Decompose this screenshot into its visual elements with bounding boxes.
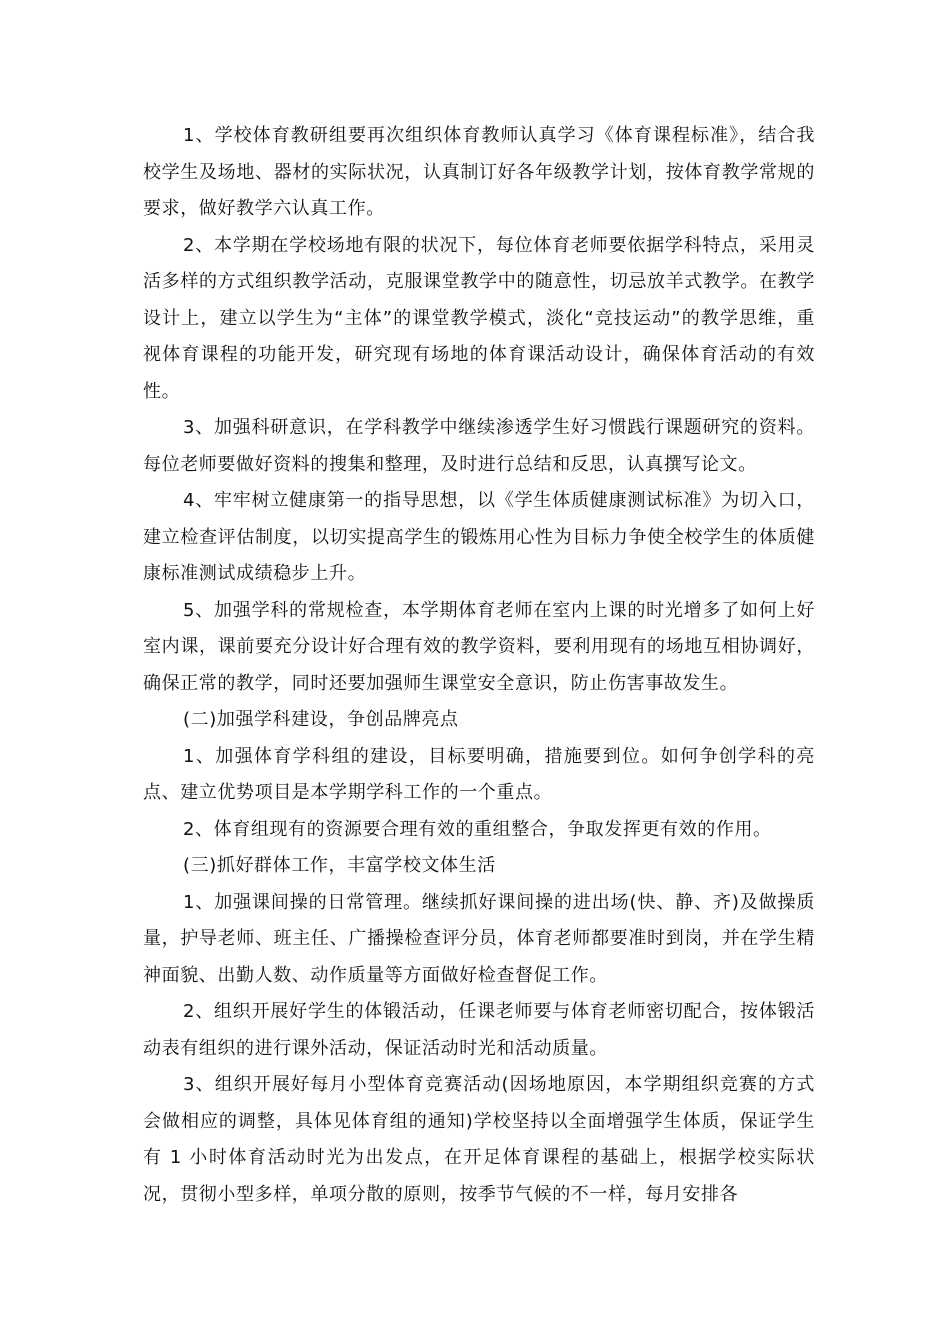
section-heading-2: (二)加强学科建设，争创品牌亮点 (183, 709, 459, 730)
paragraph-5: 5、加强学科的常规检查，本学期体育老师在室内上课的时光增多了如何上好室内课，课前要充分设计好合理有效的教学资料，要利用现有的场地互相协调好，确保正常的教学，同时还要加强师生课堂安全意识，防止伤害事故发生。 (143, 599, 815, 694)
section-heading-3: (三)抓好群体工作，丰富学校文体生活 (183, 855, 496, 876)
paragraph-7: 2、体育组现有的资源要合理有效的重组整合，争取发挥更有效的作用。 (183, 818, 772, 840)
paragraph-6: 1、加强体育学科组的建设，目标要明确，措施要到位。如何争创学科的亮点、建立优势项目是本学期学科工作的一个重点。 (143, 745, 815, 803)
document-body (143, 118, 815, 1213)
paragraph-1: 1、学校体育教研组要再次组织体育教师认真学习《体育课程标准》，结合我校学生及场地、器材的实际状况，认真制订好各年级教学计划，按体育教学常规的要求，做好教学六认真工作。 (143, 125, 815, 219)
paragraph-3: 3、加强科研意识，在学科教学中继续渗透学生好习惯践行课题研究的资料。每位老师要做好资料的搜集和整理，及时进行总结和反思，认真撰写论文。 (143, 417, 815, 475)
paragraph-2: 2、本学期在学校场地有限的状况下，每位体育老师要依据学科特点，采用灵活多样的方式组织教学活动，克服课堂教学中的随意性，切忌放羊式教学。在教学设计上，建立以学生为“主体”的课堂教学模式，淡化“竞技运动”的教学思维，重视体育课程的功能开发，研究现有场地的体育课活动设计，确保体育活动的有效性。 (143, 234, 815, 402)
paragraph-9: 2、组织开展好学生的体锻活动，任课老师要与体育老师密切配合，按体锻活动表有组织的进行课外活动，保证活动时光和活动质量。 (143, 1001, 815, 1059)
paragraph-10: 3、组织开展好每月小型体育竞赛活动(因场地原因，本学期组织竞赛的方式会做相应的调整，具体见体育组的通知)学校坚持以全面增强学生体质，保证学生有 1 小时体育活动时光为出发点，在开足体育课程的基础上，根据学校实际状况，贯彻小型多样，单项分散的原则，按季节气候的不一样，每月安排各 (143, 1074, 815, 1205)
paragraph-4: 4、牢牢树立健康第一的指导思想，以《学生体质健康测试标准》为切入口，建立检查评估制度，以切实提高学生的锻炼用心性为目标力争使全校学生的体质健康标准测试成绩稳步上升。 (143, 490, 815, 584)
paragraph-8: 1、加强课间操的日常管理。继续抓好课间操的进出场(快、静、齐)及做操质量，护导老师、班主任、广播操检查评分员，体育老师都要准时到岗，并在学生精神面貌、出勤人数、动作质量等方面做好检查督促工作。 (143, 891, 815, 986)
